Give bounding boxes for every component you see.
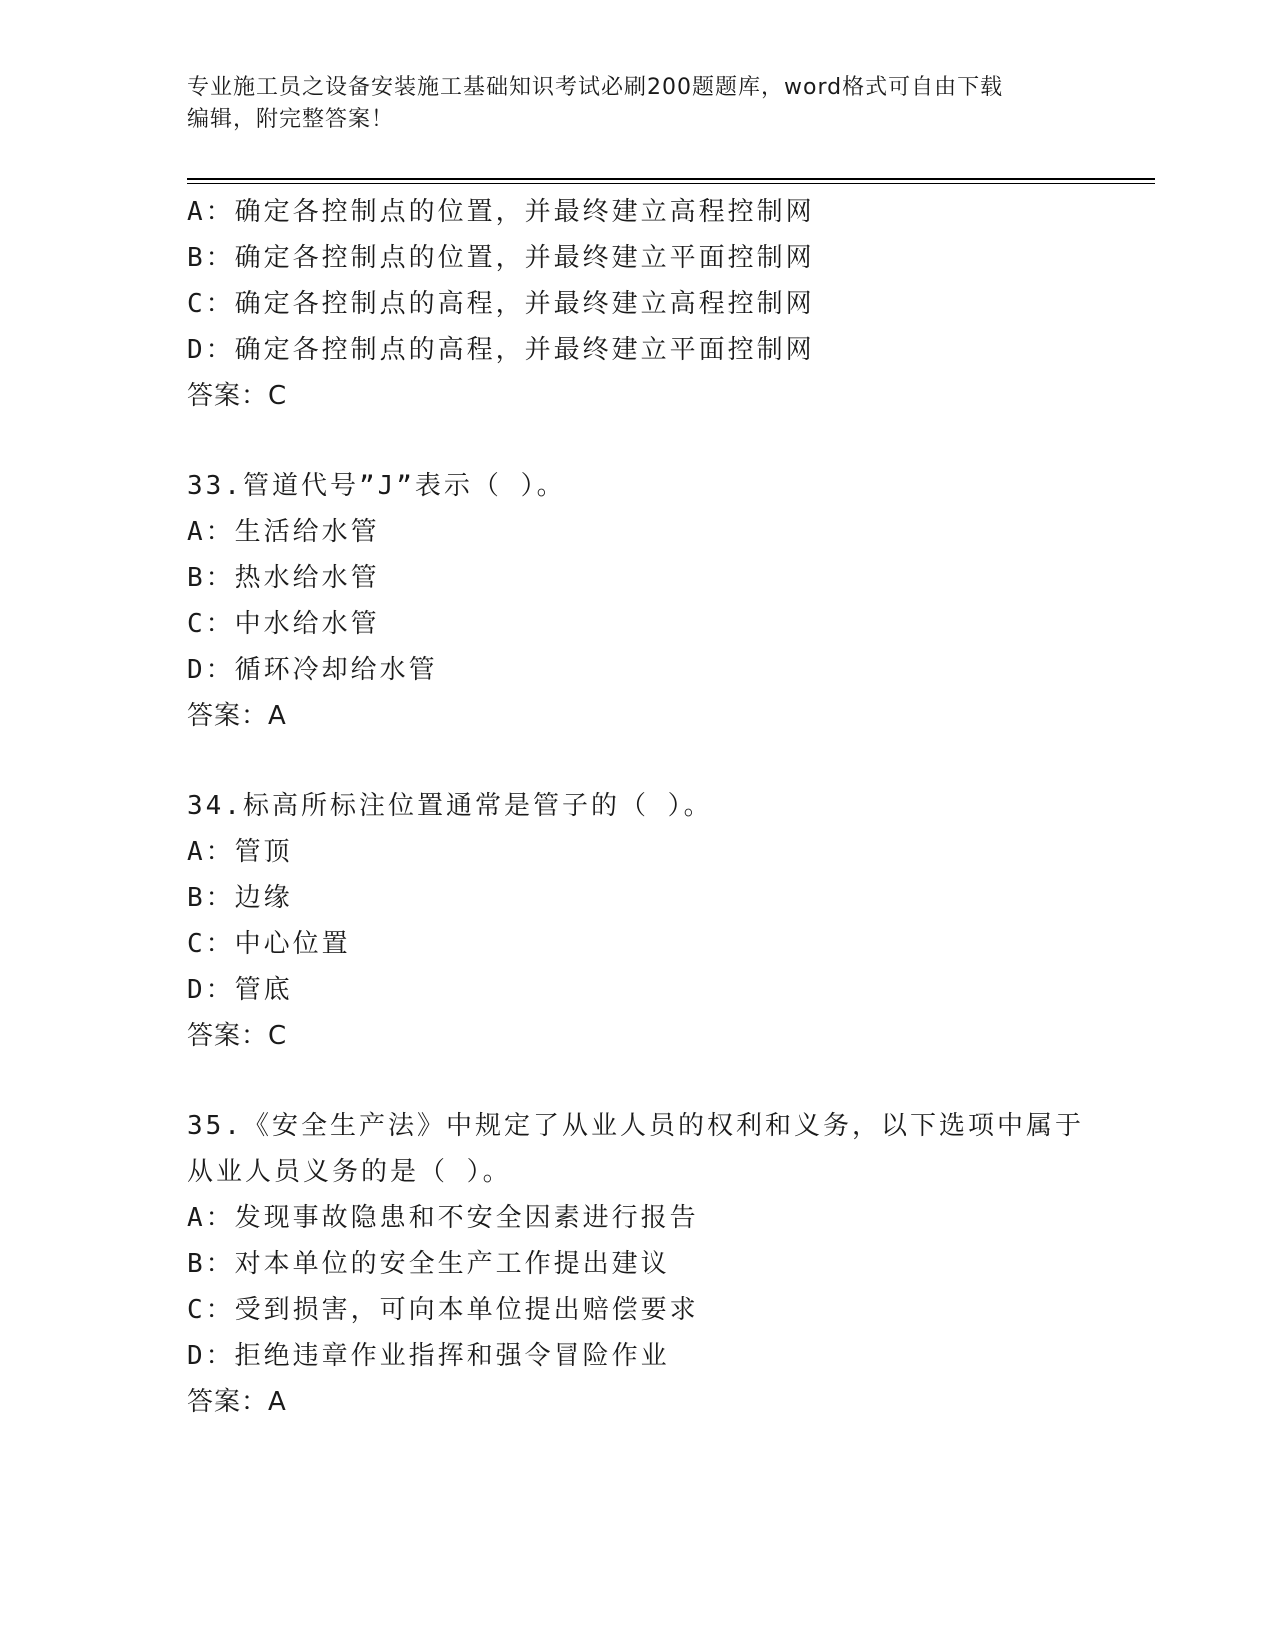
header-rule-thick — [187, 178, 1155, 180]
answer: 答案：C — [187, 1021, 288, 1051]
option-a: A：确定各控制点的位置，并最终建立高程控制网 — [187, 197, 815, 227]
question-title-line-2: 从业人员义务的是（ ）。 — [187, 1157, 512, 1187]
option-c: C：确定各控制点的高程，并最终建立高程控制网 — [187, 289, 815, 319]
option-a: A：生活给水管 — [187, 517, 380, 547]
option-c: C：中心位置 — [187, 929, 351, 959]
answer: 答案：C — [187, 381, 288, 411]
option-c: C：受到损害，可向本单位提出赔偿要求 — [187, 1295, 699, 1325]
question-34 — [187, 783, 1117, 1059]
document-header — [187, 72, 1087, 136]
option-b: B：边缘 — [187, 883, 293, 913]
option-d: D：确定各控制点的高程，并最终建立平面控制网 — [187, 335, 815, 365]
answer: 答案：A — [187, 701, 287, 731]
question-title: 34.标高所标注位置通常是管子的（ ）。 — [187, 791, 713, 821]
option-b: B：确定各控制点的位置，并最终建立平面控制网 — [187, 243, 815, 273]
question-list — [187, 189, 1117, 1425]
option-b: B：热水给水管 — [187, 563, 380, 593]
answer: 答案：A — [187, 1387, 287, 1417]
header-title-line-2: 编辑，附完整答案！ — [187, 107, 395, 132]
option-c: C：中水给水管 — [187, 609, 380, 639]
question-33 — [187, 463, 1117, 739]
header-title-line-1: 专业施工员之设备安装施工基础知识考试必刷200题题库，word格式可自由下载 — [187, 75, 1004, 100]
header-rule-thin — [187, 183, 1155, 184]
option-a: A：发现事故隐患和不安全因素进行报告 — [187, 1203, 699, 1233]
question-32 — [187, 189, 1117, 419]
option-d: D：管底 — [187, 975, 293, 1005]
question-35 — [187, 1103, 1117, 1425]
option-b: B：对本单位的安全生产工作提出建议 — [187, 1249, 670, 1279]
question-title: 33.管道代号”J”表示（ ）。 — [187, 471, 566, 501]
option-d: D：循环冷却给水管 — [187, 655, 438, 685]
option-a: A：管顶 — [187, 837, 293, 867]
question-title-line-1: 35.《安全生产法》中规定了从业人员的权利和义务，以下选项中属于 — [187, 1111, 1084, 1141]
option-d: D：拒绝违章作业指挥和强令冒险作业 — [187, 1341, 670, 1371]
